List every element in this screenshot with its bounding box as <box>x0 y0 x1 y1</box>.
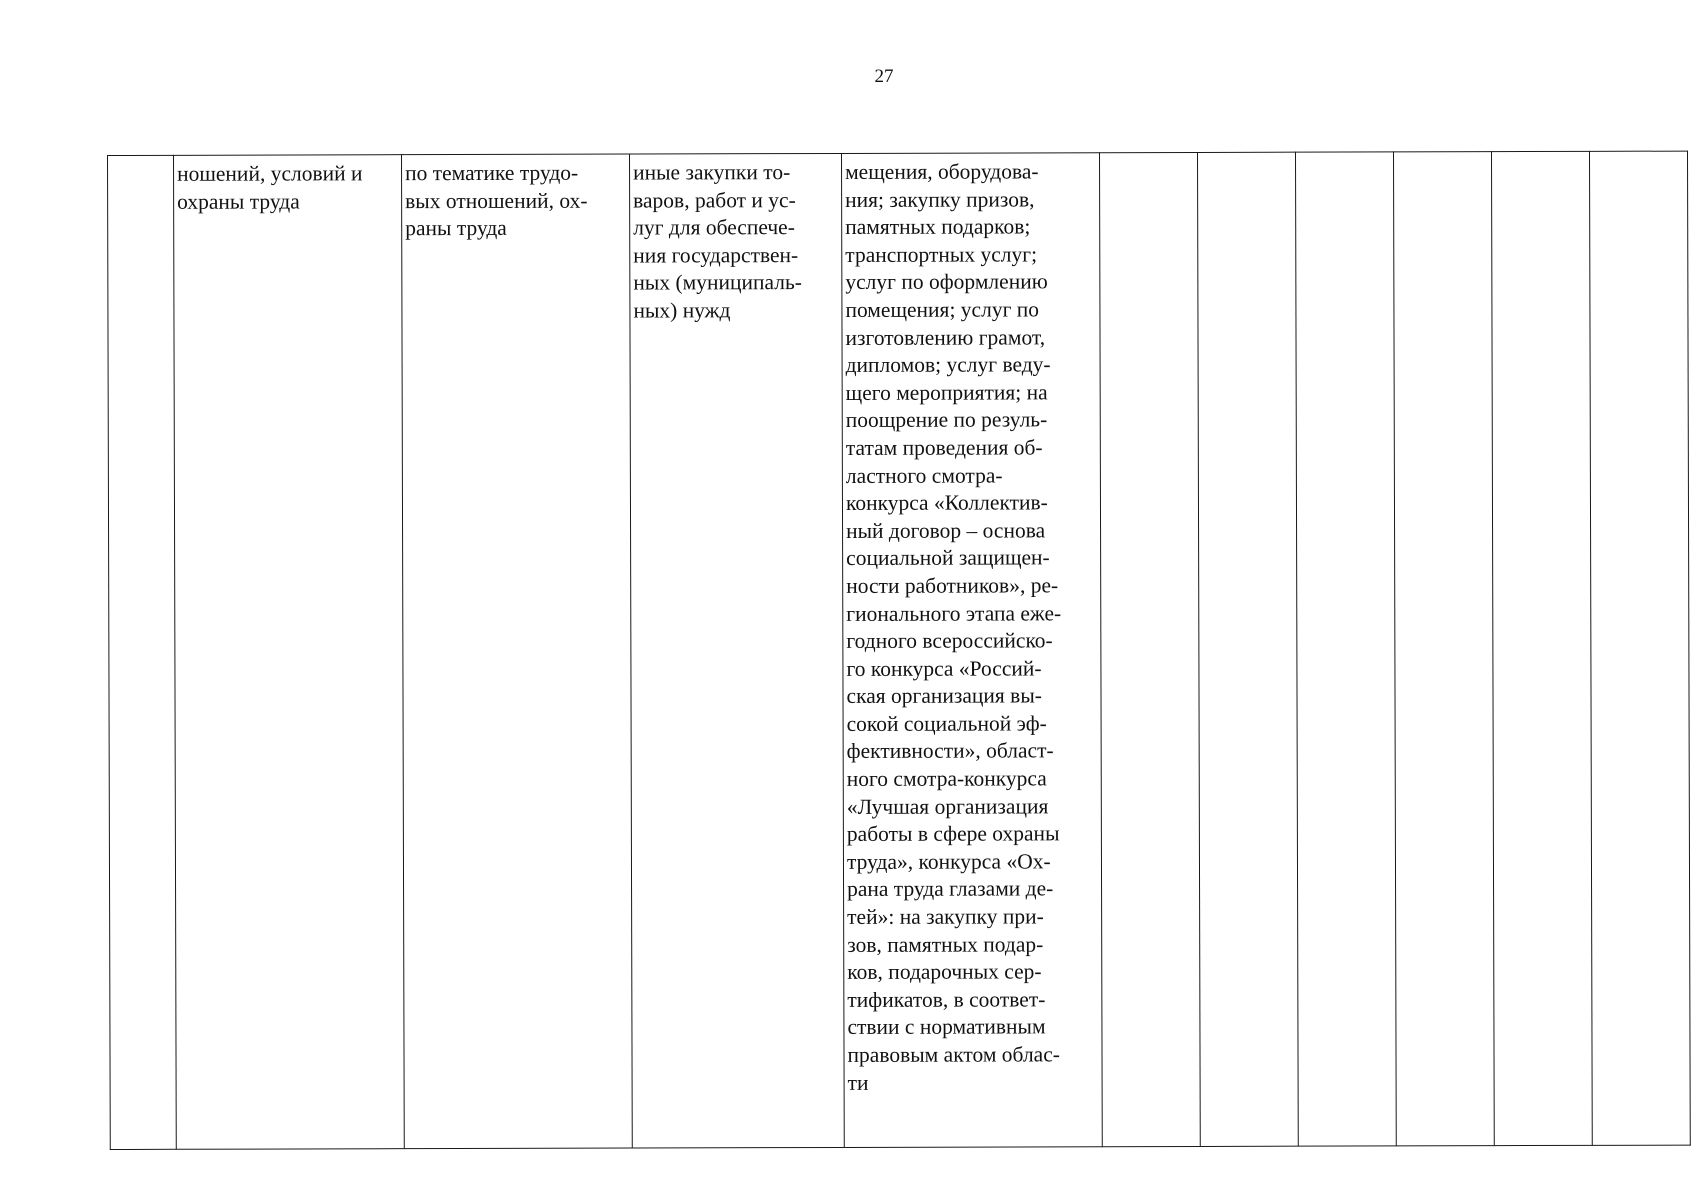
cell-number <box>108 155 177 1149</box>
table-container <box>107 151 1690 1150</box>
cell-measure-name: ношений, условий и охраны труда <box>174 155 405 1150</box>
page-number: 27 <box>874 66 894 87</box>
table-row <box>108 151 1691 1149</box>
cell-amount-2 <box>1197 152 1298 1146</box>
budget-table <box>107 151 1691 1150</box>
cell-amount-6 <box>1589 151 1690 1145</box>
cell-amount-4 <box>1393 152 1494 1146</box>
cell-expense-type: иные закупки то- варов, работ и ус- луг для обеспече- ния государствен- ных (муниципаль- ных) нужд <box>629 153 844 1148</box>
cell-expense-description: мещения, оборудова- ния; закупку призов, памятных подарков; транспортных услуг; услуг по оформлению помещения; услуг по изготовлению грамот, дипломов; услуг веду- щего мероприятия; на поощрение по резуль- татам проведения об- ластного смотра- конкурса «Коллектив- ный договор – основа социальной защищен- ности работников», ре- гионального этапа еже- годного всероссийско- го конкурса «Россий- ская организация вы- сокой социальной эф- фективности», област- ного смотра-конкурса «Лучшая организация работы в сфере охраны труда», конкурса «Ох- рана труда глазами де- тей»: на закупку при- зов, памятных подар- ков, подарочных сер- тификатов, в соответ- ствии с нормативным правовым актом облас- ти <box>841 153 1102 1148</box>
cell-amount-1 <box>1099 152 1200 1146</box>
cell-amount-5 <box>1491 151 1592 1145</box>
cell-amount-3 <box>1295 152 1396 1146</box>
cell-event-topic: по тематике трудо- вых отношений, ох- раны труда <box>402 154 633 1149</box>
